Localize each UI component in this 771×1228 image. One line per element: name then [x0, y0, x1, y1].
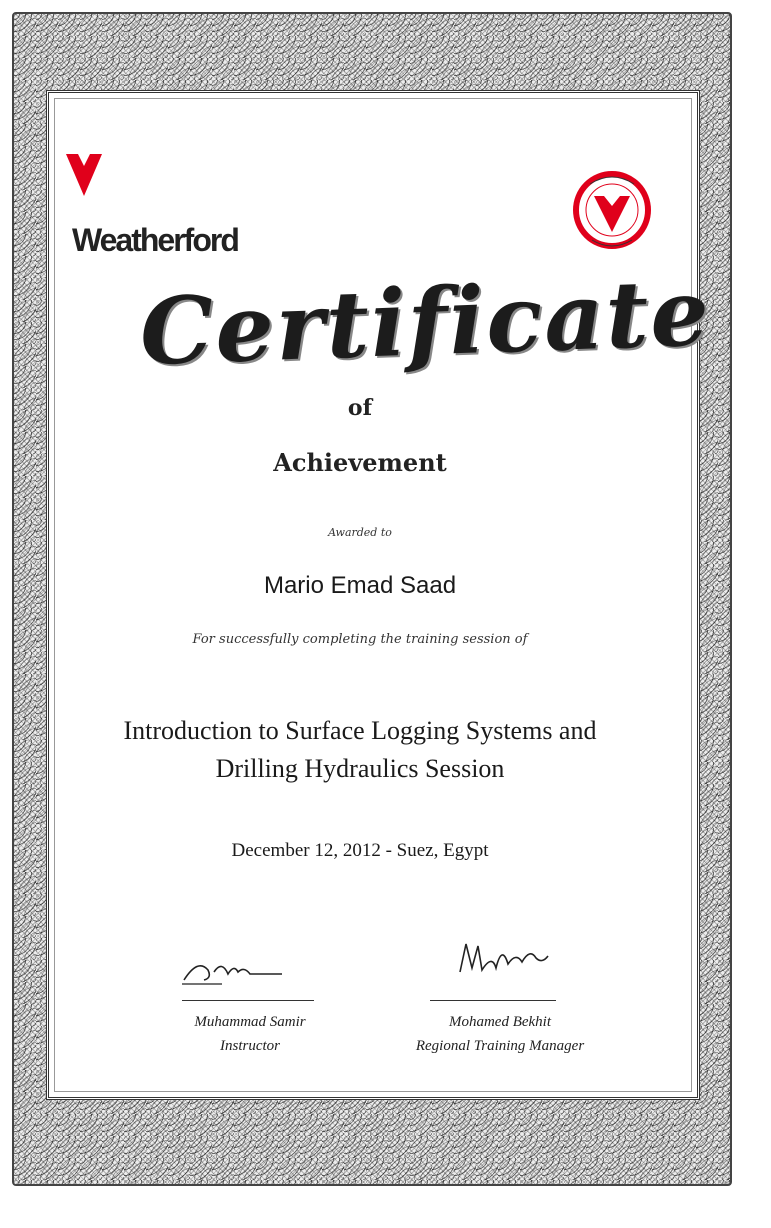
instructor-signature-line [182, 1000, 314, 1001]
manager-signature [452, 934, 552, 984]
weatherford-logo-icon [64, 150, 104, 200]
eep-excellence-seal-icon [572, 140, 652, 280]
date-location: December 12, 2012 - Suez, Egypt [231, 840, 489, 861]
certificate-of: of [347, 395, 373, 421]
instructor-signature [178, 950, 288, 990]
completion-text: For successfully completing the training session of [192, 632, 528, 647]
manager-name: Mohamed Bekhit [448, 1014, 552, 1030]
recipient-name: Mario Emad Saad [263, 572, 457, 599]
certificate-title: Certificate [138, 258, 713, 387]
instructor-name: Muhammad Samir [194, 1014, 306, 1030]
course-title: Introduction to Surface Logging Systems and Drilling Hydraulics Session [123, 716, 597, 783]
awarded-to-label: Awarded to [328, 526, 392, 539]
manager-role: Regional Training Manager [415, 1038, 585, 1054]
certificate-subtitle: Achievement [273, 448, 447, 477]
organization-name: Weatherford [72, 222, 238, 258]
manager-signature-line [430, 1000, 556, 1001]
instructor-role: Instructor [220, 1038, 280, 1054]
